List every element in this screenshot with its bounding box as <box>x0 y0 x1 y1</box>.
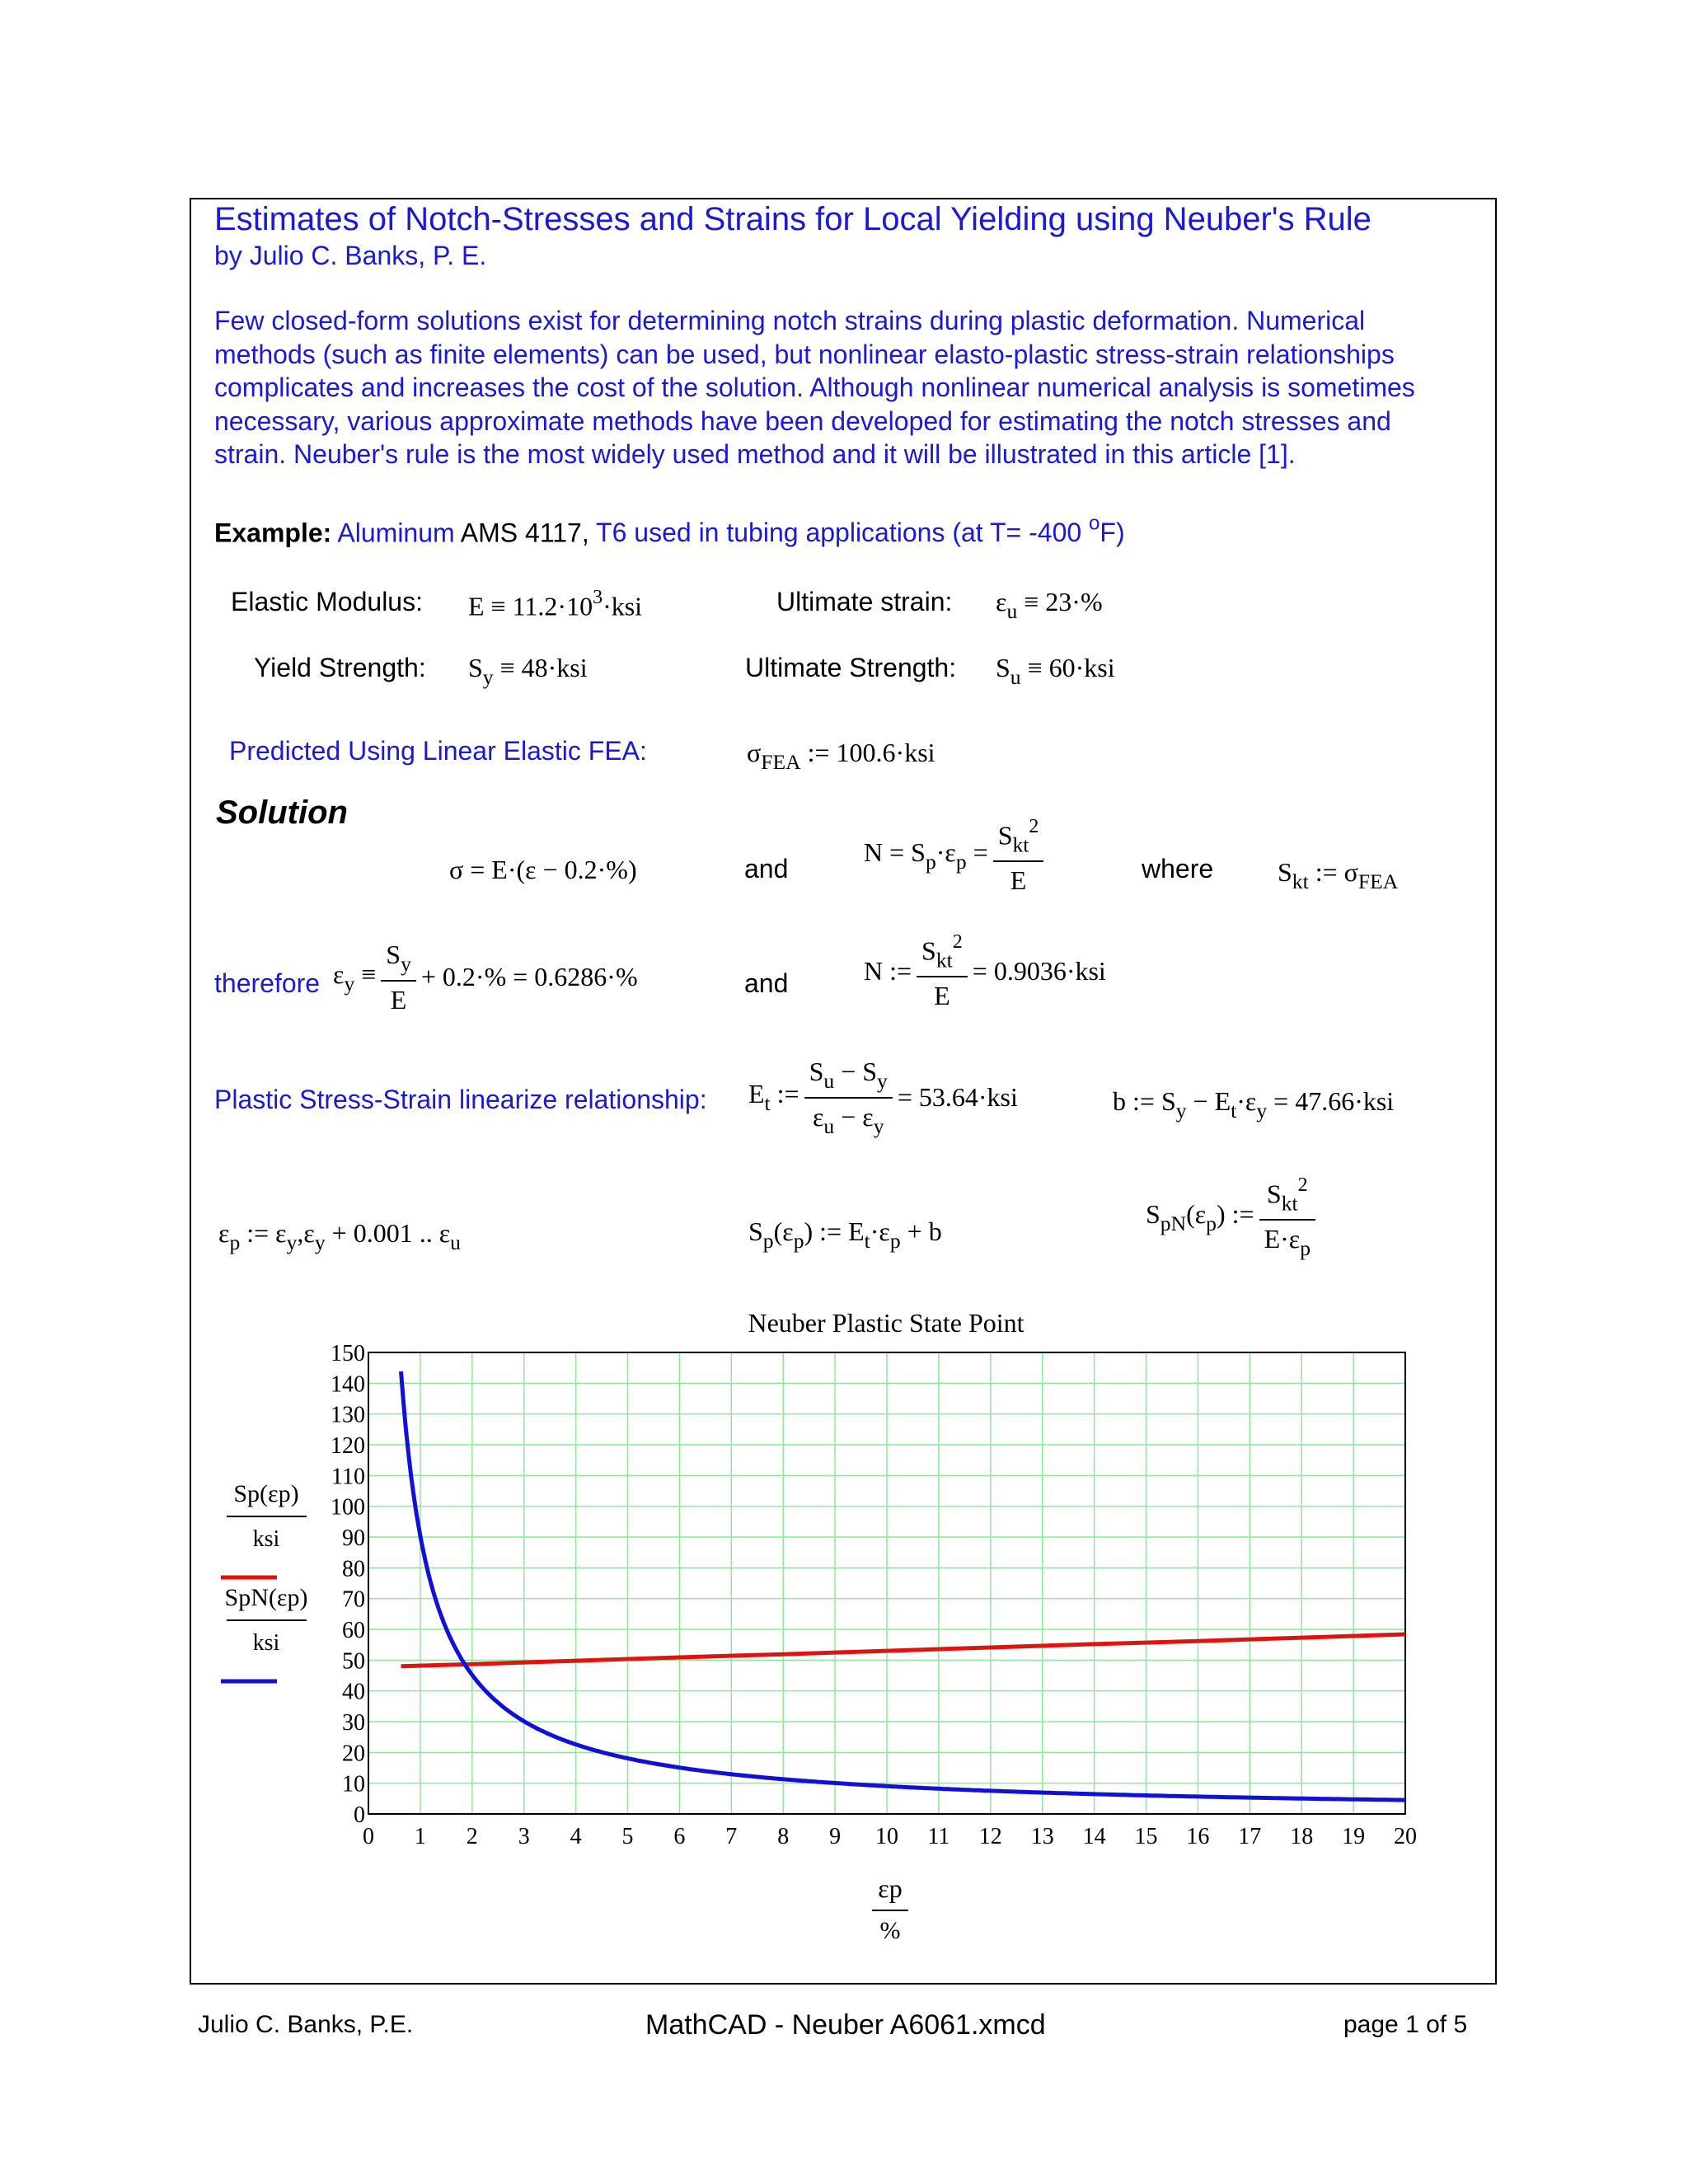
N-value-equation: N := $\frac{S_{kt}^2}{E}$ = 0.9036·ksi <box>864 931 1106 1011</box>
skt-definition: $S_{kt}$ := $\sigma_{FEA}$ <box>1278 857 1399 893</box>
y-tick-labels <box>331 1341 365 1828</box>
intro-line: Few closed-form solutions exist for determining notch strains during plastic deformation. Numerical <box>214 306 1366 335</box>
y-tick-label: 30 <box>342 1710 365 1736</box>
ultimate-strain-eq: $\varepsilon_u \equiv 23\cdot\%$ <box>996 587 1103 623</box>
x-tick-label: 3 <box>518 1824 530 1849</box>
x-tick-label: 8 <box>777 1824 790 1849</box>
where-label: where <box>1142 854 1214 883</box>
footer-page-number: page 1 of 5 <box>1343 2011 1468 2038</box>
series-line-Sp <box>401 1634 1406 1666</box>
y-tick-label: 120 <box>331 1433 365 1459</box>
SpN-function-definition: $S_{pN}(\varepsilon_p)$ := $\frac{S_{kt}^2}{E\cdot\varepsilon_p}$ <box>1146 1174 1320 1261</box>
y-tick-label: 10 <box>342 1771 365 1797</box>
y-tick-label: 60 <box>342 1618 365 1643</box>
legend-numerator: Sp(εp) <box>233 1480 299 1507</box>
yield-strain-equation: $\varepsilon_y$ ≡ $\frac{S_y}{E}$ + 0.2·% = 0.6286·% <box>333 940 638 1015</box>
y-tick-label: 150 <box>331 1341 365 1366</box>
yield-strength-eq: $S_y \equiv 48\cdot ksi$ <box>468 653 588 689</box>
sigma-equation: σ = E·(ε − 0.2·%) <box>449 855 637 884</box>
x-tick-label: 1 <box>414 1824 426 1849</box>
x-tick-label: 7 <box>725 1824 738 1849</box>
author-line: by Julio C. Banks, P. E. <box>214 241 487 270</box>
and-label-2: and <box>744 968 789 998</box>
series-line-SpN <box>401 1371 1406 1800</box>
x-tick-label: 12 <box>978 1824 1002 1849</box>
y-tick-label: 40 <box>342 1679 365 1705</box>
legend-denominator: ksi <box>252 1526 280 1552</box>
x-tick-label: 13 <box>1030 1824 1054 1849</box>
x-tick-label: 14 <box>1082 1824 1106 1849</box>
ultimate-strain-label: Ultimate strain: <box>776 587 953 616</box>
x-tick-label: 17 <box>1238 1824 1262 1849</box>
y-tick-label: 100 <box>331 1494 365 1521</box>
x-axis-label-numerator: εp <box>878 1873 903 1903</box>
y-tick-label: 70 <box>342 1586 365 1613</box>
elastic-modulus-eq: $E \equiv 11.2\cdot 10^3\cdot ksi$ <box>468 587 643 621</box>
x-tick-label: 2 <box>466 1824 478 1849</box>
legend-denominator: ksi <box>252 1630 280 1656</box>
footer-filename: MathCAD - Neuber A6061.xmcd <box>645 2009 1046 2041</box>
ultimate-strength-eq: $S_u \equiv 60\cdot ksi$ <box>996 653 1115 689</box>
intro-line: necessary, various approximate methods have been developed for estimating the notch stresses and <box>214 405 1391 436</box>
x-tick-label: 15 <box>1134 1824 1158 1849</box>
fea-label: Predicted Using Linear Elastic FEA: <box>229 736 647 766</box>
x-tick-label: 10 <box>875 1824 898 1849</box>
x-tick-label: 0 <box>363 1824 374 1849</box>
example-spec: AMS 4117, <box>460 518 589 548</box>
and-label-1: and <box>744 854 789 883</box>
chart-grid <box>368 1352 1405 1814</box>
x-axis-label-denominator: % <box>879 1917 901 1944</box>
x-tick-label: 4 <box>570 1824 582 1849</box>
intro-line: strain. Neuber's rule is the most widely used method and it will be illustrated in this article [1]. <box>214 439 1296 469</box>
y-tick-label: 130 <box>331 1402 365 1428</box>
b-equation: b := $S_y - E_t\cdot\varepsilon_y = 47.66\cdot ksi$ <box>1113 1086 1395 1122</box>
x-tick-labels <box>363 1824 1417 1849</box>
fea-eq: $\sigma_{FEA}$ := 100.6·ksi <box>747 738 935 774</box>
x-tick-label: 16 <box>1186 1824 1210 1849</box>
footer-author: Julio C. Banks, P.E. <box>198 2011 414 2038</box>
yield-strength-label: Yield Strength: <box>254 653 426 682</box>
chart-title: Neuber Plastic State Point <box>748 1308 1025 1338</box>
x-tick-label: 5 <box>621 1824 634 1849</box>
y-tick-label: 0 <box>354 1802 365 1828</box>
Et-equation: $E_t$ := $\frac{S_u - S_y}{\varepsilon_u - \varepsilon_y}$ = 53.64·ksi <box>748 1057 1018 1138</box>
x-tick-label: 6 <box>673 1824 686 1849</box>
intro-line: complicates and increases the cost of the solution. Although nonlinear numerical analysis is sometimes <box>214 373 1415 402</box>
y-tick-label: 140 <box>331 1371 365 1398</box>
x-tick-label: 18 <box>1290 1824 1314 1849</box>
chart-legend <box>221 1480 307 1681</box>
example-condition: T6 used in tubing applications (at T= -400 $^o$F) <box>596 513 1125 548</box>
therefore-label: therefore <box>214 968 321 998</box>
solution-heading: Solution <box>216 794 348 831</box>
elastic-modulus-label: Elastic Modulus: <box>231 587 423 616</box>
Sp-function-definition: $S_p(\varepsilon_p)$ := $E_t\cdot\varepsilon_p + b$ <box>748 1216 942 1253</box>
y-tick-label: 90 <box>342 1526 365 1551</box>
chart-series <box>401 1371 1406 1800</box>
y-tick-label: 50 <box>342 1648 365 1675</box>
neuber-equation: $N = S_p\cdot\varepsilon_p$ = $\frac{S_{kt}^2}{E}$ <box>864 816 1048 896</box>
x-tick-label: 20 <box>1394 1824 1417 1849</box>
strain-range-definition: $\varepsilon_p$ := $\varepsilon_y,\varepsilon_y + 0.001$ .. $\varepsilon_u$ <box>218 1218 461 1254</box>
y-tick-label: 80 <box>342 1556 365 1582</box>
page-title: Estimates of Notch-Stresses and Strains for Local Yielding using Neuber's Rule <box>214 201 1372 237</box>
x-tick-label: 11 <box>927 1824 950 1849</box>
plastic-relationship-label: Plastic Stress-Strain linearize relationship: <box>214 1085 707 1114</box>
example-label: Example: <box>214 518 332 548</box>
y-tick-label: 20 <box>342 1741 365 1767</box>
example-material: Aluminum <box>337 518 455 548</box>
y-tick-label: 110 <box>331 1464 365 1490</box>
intro-line: methods (such as finite elements) can be used, but nonlinear elasto-plastic stress-strain relationships <box>214 339 1395 369</box>
legend-numerator: SpN(εp) <box>224 1584 308 1611</box>
ultimate-strength-label: Ultimate Strength: <box>745 653 957 682</box>
x-tick-label: 9 <box>829 1824 842 1849</box>
x-tick-label: 19 <box>1342 1824 1366 1849</box>
